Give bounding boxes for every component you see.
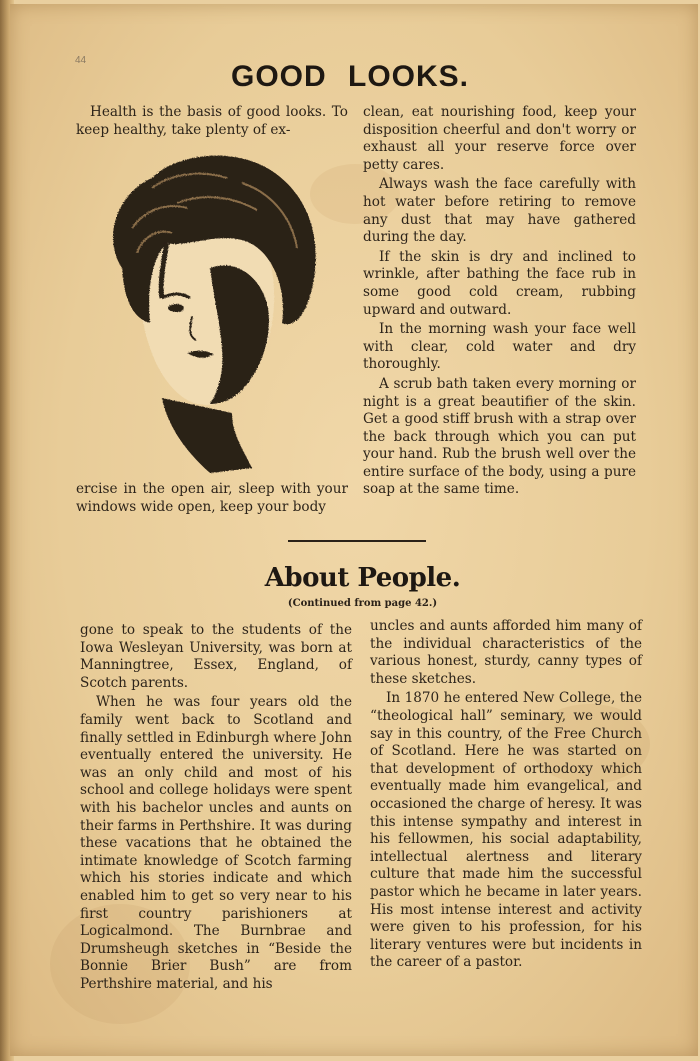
paragraph: In the morning wash your face well with clear, cold water and dry thoroughly. [363, 321, 636, 373]
paragraph: Health is the basis of good looks. To keep healthy, take plenty of ex- [76, 104, 348, 138]
good-looks-right-column [363, 104, 636, 499]
about-people-right-column [370, 618, 642, 972]
paragraph: gone to speak to the students of the Iowa Wesleyan University, was born at Manningtree, Essex, England, of Scotch parents. [80, 622, 352, 691]
paragraph: In 1870 he entered New College, the “theological hall” seminary, we would say in this country, of the Free Church of Scotland. Here he was started on that development of orthodoxy which eventually made him evangelical, and occasioned the charge of heresy. It was this intense sympathy and interest in his fellowmen, his social adaptability, intellectual alertness and literary culture that made him the successful pastor which he became in later years. His most intense interest and activity were given to his profession, for his literary ventures were but incidents in the career of a pastor. [370, 690, 642, 971]
paragraph: Always wash the face carefully with hot water before retiring to remove any dust that may have gathered during the day. [363, 176, 636, 246]
paragraph: A scrub bath taken every morning or night is a great beautifier of the skin. Get a good stiff brush with a strap over the back through which you can put your hand. Rub the brush well over the entire surface of the body, using a pure soap at the same time. [363, 375, 636, 498]
article-title-about-people: About People. [264, 563, 461, 593]
good-looks-continuation [76, 481, 348, 516]
paragraph: clean, eat nourishing food, keep your disposition cheerful and don't worry or exhaust all your reserve force over petty cares. [363, 104, 636, 173]
good-looks-intro [76, 104, 348, 139]
section-divider [288, 540, 426, 542]
paragraph: uncles and aunts afforded him many of the individual characteristics of the various honest, sturdy, canny types of these sketches. [370, 618, 642, 687]
paragraph: If the skin is dry and inclined to wrinkle, after bathing the face rub in some good cold cream, rubbing upward and outward. [363, 248, 636, 318]
paragraph: When he was four years old the family went back to Scotland and finally settled in Edinburgh where John eventually entered the university. He was an only child and most of his school and college holidays were spent with his bachelor uncles and aunts on their farms in Perthshire. It was during these vacations that he obtained the intimate knowledge of Scotch farming which his stories indicate and which enabled him to get so very near to his first country parishioners at Logicalmond. The Burnbrae and Drumsheugh sketches in “Beside the Bonnie Brier Bush” are from Perthshire material, and his [80, 694, 352, 992]
woman-portrait-illustration [92, 148, 327, 478]
about-people-left-column [80, 622, 352, 993]
paragraph: ercise in the open air, sleep with your windows wide open, keep your body [76, 481, 348, 515]
margin-mark: 44 [75, 55, 87, 66]
article-title-good-looks: GOOD LOOKS. [230, 60, 469, 93]
continued-note: (Continued from page 42.) [287, 598, 438, 609]
